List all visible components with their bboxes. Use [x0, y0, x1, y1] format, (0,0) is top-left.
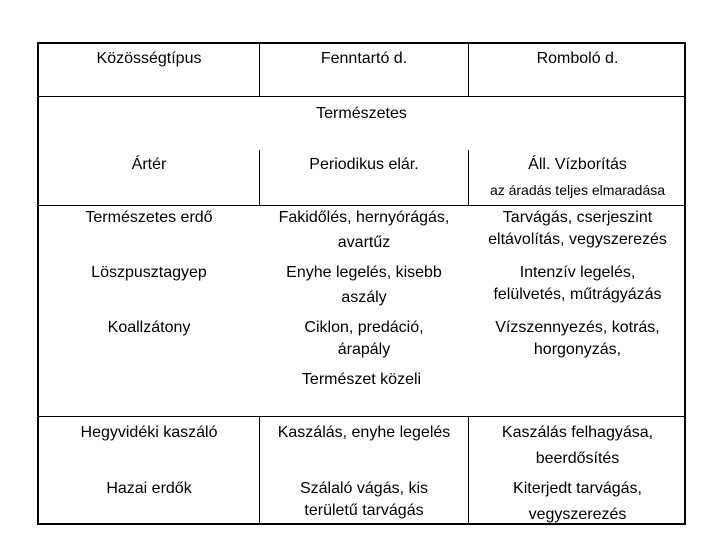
section-title: Természetes: [316, 105, 407, 122]
text-line: beerdősítés: [535, 450, 620, 467]
row-divider: [39, 96, 684, 97]
text-line: Kaszálás felhagyása,: [501, 424, 654, 441]
destructive-disturbance: [469, 317, 686, 361]
destructive-disturbance: Áll. Vízborítás: [528, 156, 627, 173]
sustaining-disturbance: [260, 207, 468, 254]
destructive-disturbance: [469, 422, 686, 470]
text-line: horgonyzás,: [533, 341, 622, 358]
text-line: felülvetés, műtrágyázás: [493, 286, 662, 303]
text-line: területű tarvágás: [304, 502, 424, 519]
community-type: Koallzátony: [107, 319, 191, 336]
community-type: Hegyvidéki kaszáló: [80, 424, 218, 441]
community-type: Hazai erdők: [106, 480, 192, 497]
sustaining-disturbance: [260, 262, 468, 309]
community-type: Természetes erdő: [85, 209, 213, 226]
header-community-type: Közösségtípus: [96, 50, 202, 67]
row-divider: [39, 416, 684, 417]
header-sustaining: Fenntartó d.: [320, 50, 408, 67]
text-line: Enyhe legelés, kisebb: [286, 264, 442, 281]
disturbance-table: [37, 42, 686, 525]
destructive-disturbance: [469, 262, 686, 306]
text-line: Kiterjedt tarvágás,: [513, 480, 642, 497]
sustaining-disturbance: [260, 317, 468, 361]
text-line: Szálaló vágás, kis: [299, 480, 429, 497]
community-type: Löszpusztagyep: [91, 264, 207, 281]
text-line: Vízszennyezés, kotrás,: [495, 319, 660, 336]
text-line: vegyszerezés: [528, 506, 627, 523]
text-line: Intenzív legelés,: [519, 264, 636, 281]
row-divider: [39, 205, 684, 206]
destructive-disturbance: [469, 207, 686, 251]
destructive-note: az áradás teljes elmaradása: [489, 182, 666, 198]
sustaining-disturbance: [260, 478, 468, 522]
text-line: Tarvágás, cserjeszint: [502, 209, 653, 226]
text-line: árapály: [337, 341, 391, 358]
header-destructive: Romboló d.: [536, 50, 619, 67]
section-title: Természet közeli: [301, 371, 422, 388]
text-line: aszály: [341, 289, 387, 306]
community-type: Ártér: [131, 156, 167, 173]
text-line: Fakidőlés, hernyórágás,: [278, 209, 450, 226]
text-line: avartűz: [337, 234, 391, 251]
text-line: Ciklon, predáció,: [304, 319, 424, 336]
destructive-disturbance: [469, 478, 686, 526]
sustaining-disturbance: Kaszálás, enyhe legelés: [277, 424, 451, 441]
sustaining-disturbance: Periodikus elár.: [309, 156, 419, 173]
text-line: eltávolítás, vegyszerezés: [488, 231, 667, 248]
